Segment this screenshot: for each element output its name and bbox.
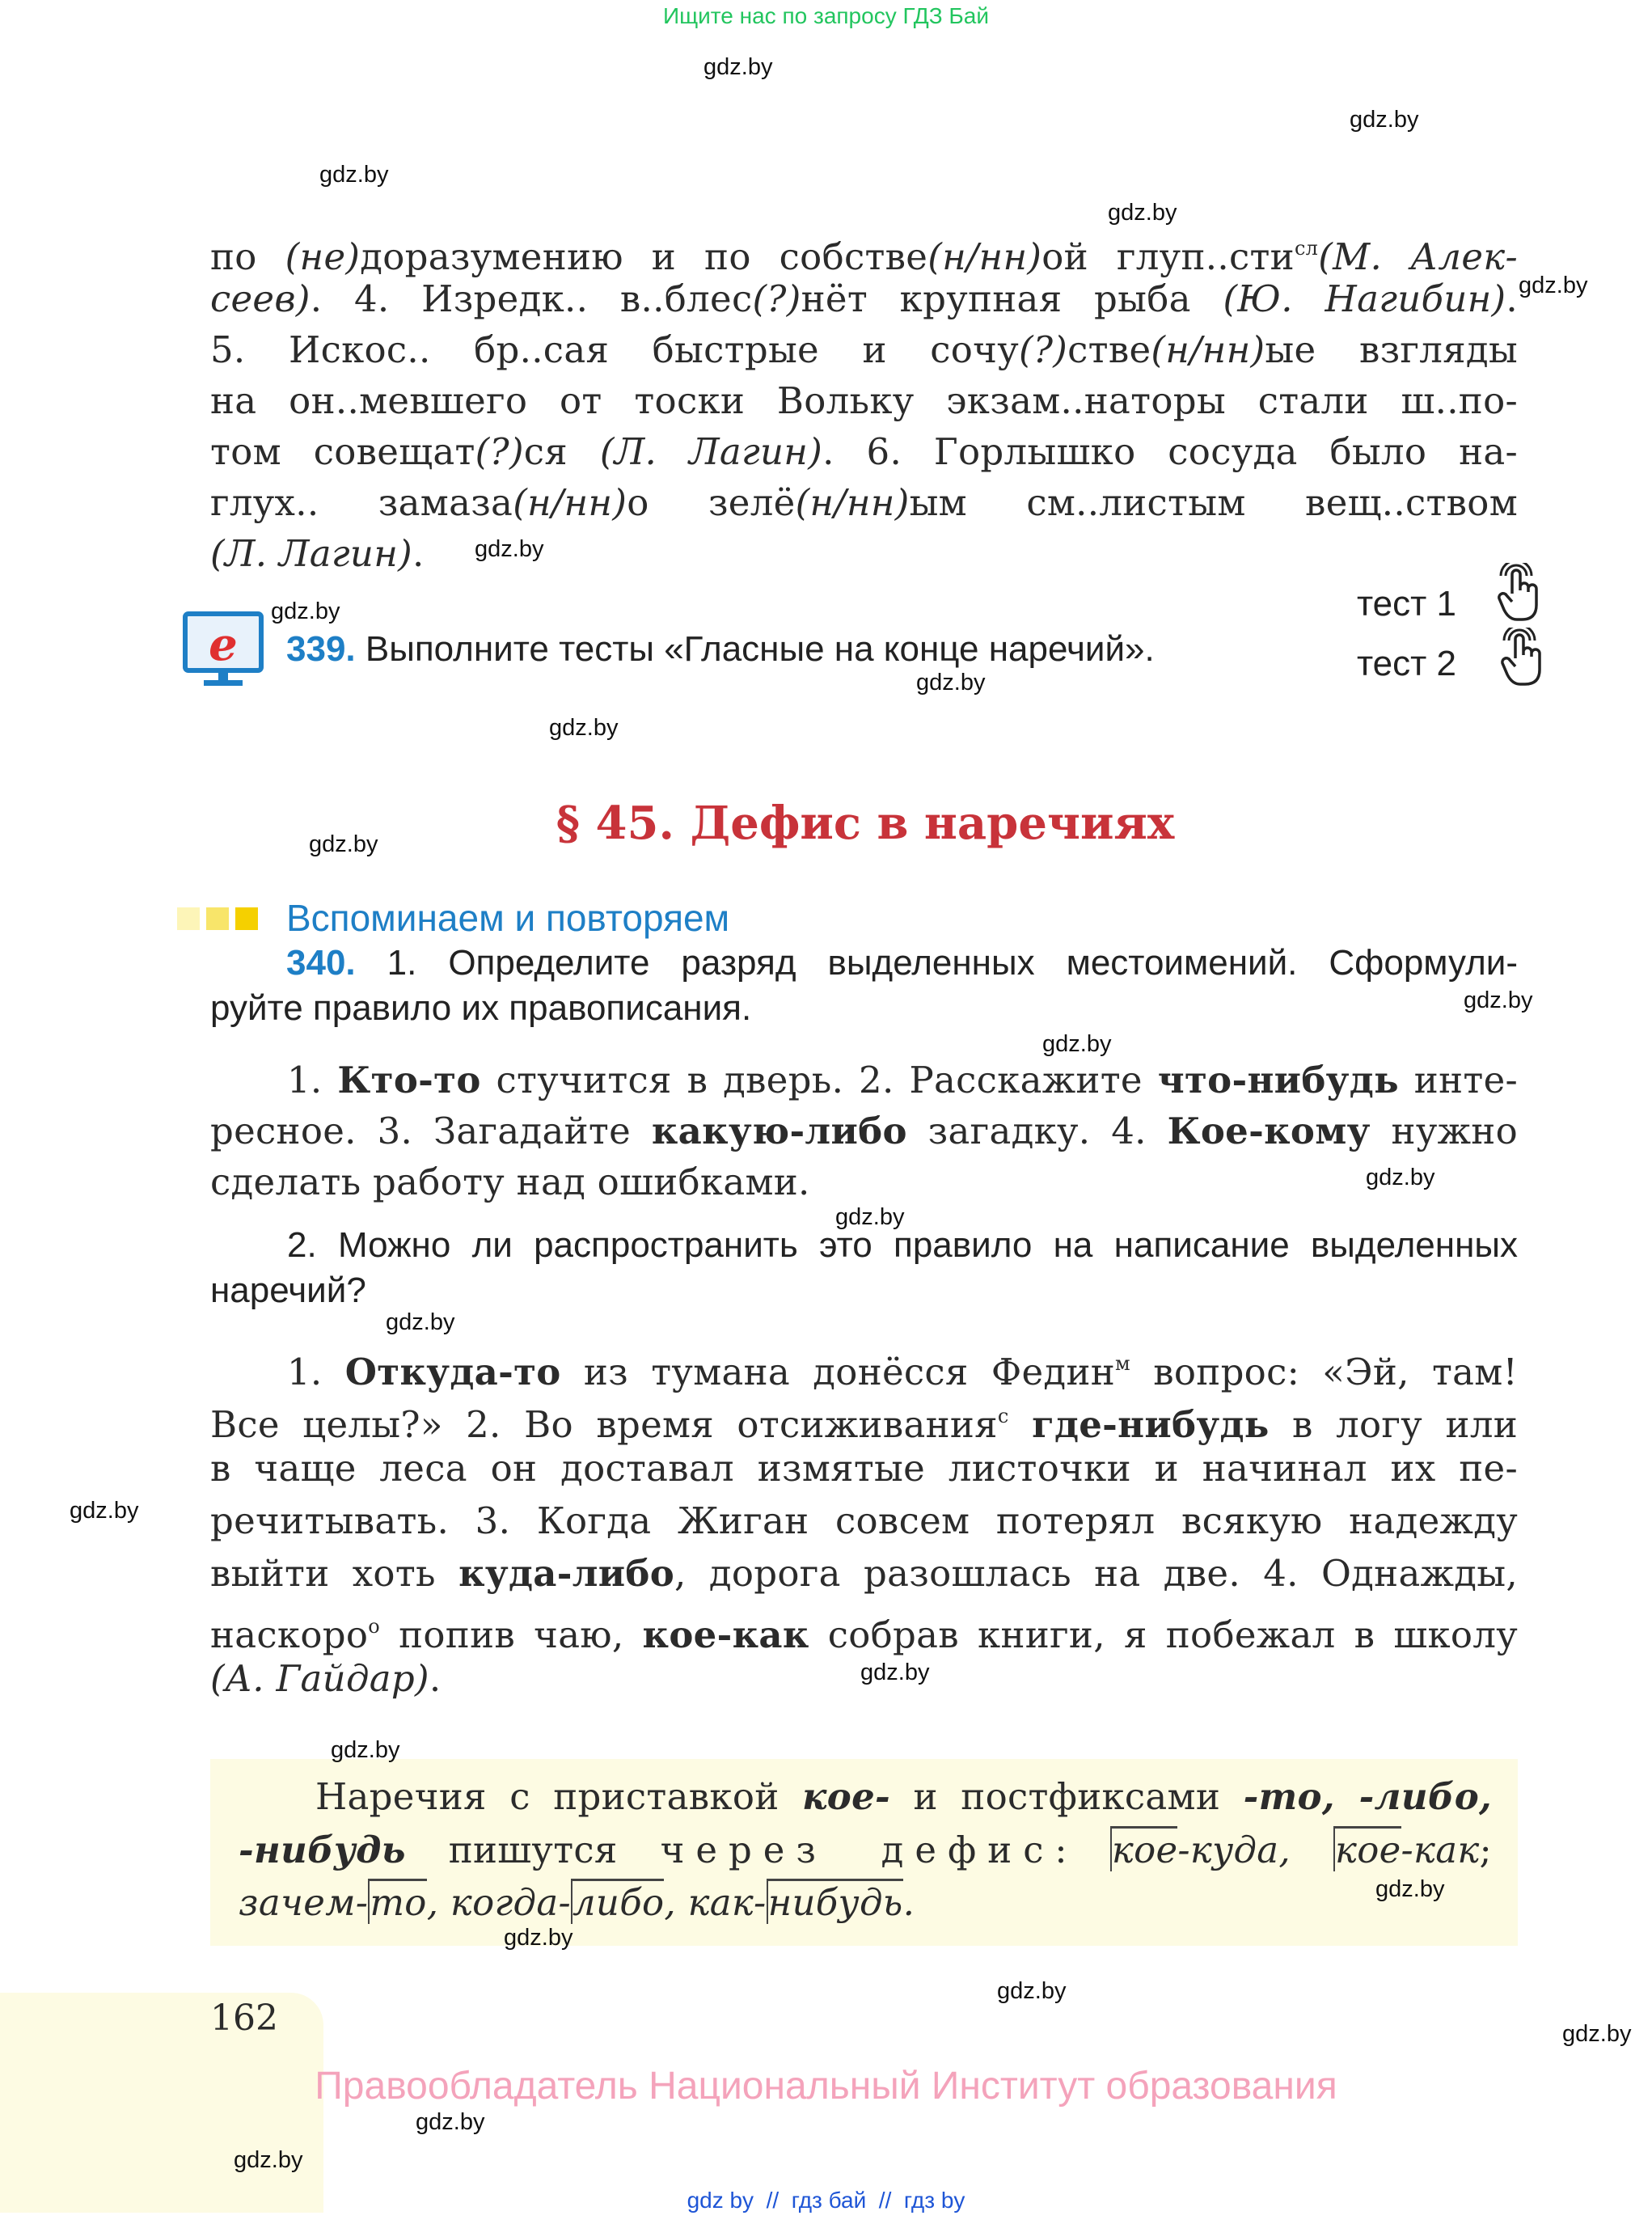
task-text: руйте правило их правописания. (210, 988, 752, 1028)
text-segment: выйти хоть (210, 1552, 459, 1595)
exercise-340-task1 (286, 943, 1518, 983)
text-segment: . (902, 1881, 915, 1924)
text-segment: , как- (664, 1881, 767, 1924)
text-segment: (?) (475, 430, 524, 473)
text-segment: сделать работу над ошибками. (210, 1161, 810, 1203)
text-line (210, 275, 1518, 323)
text-segment: пишутся (405, 1829, 661, 1871)
watermark: gdz.by (1366, 1165, 1435, 1190)
text-segment: (н/нн) (927, 235, 1042, 278)
text-line (210, 428, 1518, 476)
text-segment: на он..мевшего от тоски Вольку экзам..наторы стали ш..по- (210, 379, 1518, 422)
svg-text:e: e (209, 618, 238, 671)
text-segment: . 6. Горлышко сосуда было на- (822, 430, 1518, 473)
text-line (239, 1826, 1492, 1875)
text-line (210, 1497, 1518, 1545)
text-segment: (?) (752, 277, 801, 320)
text-segment: нибудь (767, 1879, 903, 1924)
text-segment: . (1506, 277, 1519, 320)
text-line (210, 1107, 1518, 1156)
text-segment: из тумана донёсся Федин (560, 1351, 1116, 1393)
text-segment: доразумению и по собстве (360, 235, 928, 278)
exercise-number: 340. (286, 943, 356, 983)
top-banner[interactable]: Ищите нас по запросу ГДЗ Бай (662, 3, 990, 28)
watermark: gdz.by (1519, 273, 1588, 298)
text-segment: -куда, (1177, 1829, 1334, 1871)
copyright: Правообладатель Национальный Институт образования (315, 2065, 1337, 2108)
text-segment: : (1054, 1829, 1110, 1871)
watermark: gdz.by (1042, 1031, 1112, 1057)
text-segment: о зелё (627, 481, 796, 524)
text-segment (1009, 1403, 1032, 1446)
watermark: gdz.by (835, 1204, 905, 1230)
highlighted-word: где-нибудь (1032, 1403, 1270, 1446)
highlighted-word: Откуда-то (344, 1351, 561, 1393)
text-segment: Все целы?» 2. Во время отсиживания (210, 1403, 998, 1446)
text-segment: том совещат (210, 430, 475, 473)
watermark: gdz.by (703, 54, 773, 80)
section-title: § 45. Дефис в наречиях (556, 797, 1175, 850)
text-segment: в логу или (1269, 1403, 1518, 1446)
highlighted-word: кое-как (642, 1613, 809, 1656)
text-line (210, 1158, 1518, 1207)
text-segment: (М. Алек- (1318, 235, 1518, 278)
text-segment: по (210, 235, 285, 278)
text-segment: и постфиксами (890, 1775, 1244, 1818)
text-segment: стучится в дверь. 2. Расскажите (480, 1059, 1158, 1101)
text-segment: нужно (1370, 1110, 1518, 1152)
text-segment: (А. Гайдар) (210, 1657, 429, 1700)
watermark: gdz.by (504, 1925, 573, 1951)
text-line (210, 326, 1518, 374)
text-segment: ; (1479, 1829, 1492, 1871)
text-segment: загадку. 4. (906, 1110, 1168, 1152)
text-segment: ся (523, 430, 600, 473)
text-segment: 1. (287, 1351, 345, 1393)
text-segment: (н/нн) (1151, 328, 1265, 371)
text-segment: (не) (285, 235, 361, 278)
text-segment: нёт крупная рыба (801, 277, 1223, 320)
text-segment: зачем- (239, 1881, 369, 1924)
text-segment: сеев) (210, 277, 311, 320)
text-segment: , дорога разошлась на две. 4. Однажды, (674, 1552, 1519, 1595)
text-segment: ресное. 3. Загадайте (210, 1110, 652, 1152)
test-2-link[interactable] (1357, 644, 1456, 684)
text-segment: то (368, 1879, 426, 1924)
text-segment: кое (1110, 1826, 1178, 1871)
watermark: gdz.by (319, 162, 389, 188)
text-segment: через дефис (660, 1829, 1055, 1871)
text-line (210, 479, 1518, 527)
text-line (210, 1392, 1518, 1449)
text-segment: ым см..листым вещ..ством (909, 481, 1518, 524)
hand-pointer-icon[interactable] (1494, 563, 1544, 628)
task-text: 2. Можно ли распространить это правило на написание выделенных (287, 1225, 1518, 1265)
test-2-label[interactable]: тест 2 (1357, 644, 1456, 683)
watermark: gdz.by (916, 670, 986, 696)
exercise-text: Выполните тесты «Гласные на конце наречий». (365, 629, 1155, 669)
watermark: gdz.by (1464, 987, 1533, 1013)
highlighted-word: Кое-кому (1167, 1110, 1371, 1152)
text-segment: собрав книги, я побежал в школу (809, 1613, 1518, 1656)
highlighted-word: Кто-то (337, 1059, 481, 1101)
text-segment: м (1115, 1352, 1130, 1375)
watermark: gdz.by (416, 2109, 485, 2135)
text-segment: -нибудь (239, 1829, 406, 1871)
highlighted-word: что-нибудь (1157, 1059, 1399, 1101)
watermark: gdz.by (331, 1737, 400, 1763)
watermark: gdz.by (1108, 200, 1177, 226)
text-segment: (н/нн) (513, 481, 627, 524)
text-segment: (Л. Лагин) (210, 532, 413, 575)
yellow-squares-icon (177, 907, 258, 933)
text-segment: . (412, 532, 425, 575)
text-segment: (Ю. Нагибин) (1223, 277, 1506, 320)
text-segment: речитывать. 3. Когда Жиган совсем потерял всякую надежду (210, 1499, 1518, 1542)
text-segment: . (429, 1657, 442, 1700)
task-text: наречий? (210, 1271, 366, 1310)
text-line (210, 1339, 1518, 1397)
watermark: gdz.by (234, 2147, 303, 2173)
text-segment: о (368, 1615, 380, 1638)
text-line (210, 530, 1518, 578)
text-segment: . 4. Изредк.. в..блес (310, 277, 753, 320)
text-segment: (?) (1019, 328, 1068, 371)
text-segment: в чаще леса он доставал измятые листочки и начинал их пе- (210, 1447, 1518, 1490)
test-1-link[interactable] (1357, 584, 1456, 624)
text-segment: попив чаю, (380, 1613, 643, 1656)
watermark: gdz.by (549, 715, 619, 741)
text-segment: (н/нн) (795, 481, 910, 524)
watermark: gdz.by (1350, 107, 1419, 133)
watermark: gdz.by (860, 1660, 930, 1685)
watermark: gdz.by (997, 1978, 1067, 2004)
highlighted-word: куда-либо (458, 1552, 675, 1595)
text-segment: стве (1067, 328, 1151, 371)
task-text: 1. Определите разряд выделенных местоимений. Сформули- (387, 943, 1518, 983)
watermark: gdz.by (1375, 1876, 1445, 1902)
text-line (210, 377, 1518, 425)
watermark: gdz.by (70, 1498, 139, 1524)
recall-title: Вспоминаем и повторяем (286, 897, 730, 939)
watermark: gdz.by (1562, 2021, 1632, 2047)
text-segment: , когда- (426, 1881, 571, 1924)
text-segment: глух.. замаза (210, 481, 513, 524)
text-segment: 1. (287, 1059, 338, 1101)
text-segment: ой глуп..сти (1041, 235, 1295, 278)
text-segment: (Л. Лагин) (599, 430, 823, 473)
text-segment: Наречия с приставкой (315, 1775, 803, 1818)
text-line (239, 1879, 1492, 1927)
text-segment: кое (1333, 1826, 1401, 1871)
text-line (210, 1550, 1518, 1598)
highlighted-word: какую-либо (651, 1110, 907, 1152)
text-segment: либо (571, 1879, 664, 1924)
text-segment: -то, -либо, (1243, 1775, 1492, 1818)
text-segment: -как (1401, 1829, 1480, 1871)
exercise-339 (286, 629, 1155, 670)
text-segment: сл (1294, 237, 1319, 260)
text-line (210, 1602, 1518, 1660)
text-line (210, 224, 1518, 281)
text-line (210, 1056, 1518, 1105)
watermark: gdz.by (271, 598, 340, 624)
text-segment: кое- (802, 1775, 890, 1818)
test-1-label[interactable]: тест 1 (1357, 584, 1456, 624)
text-line (239, 1773, 1492, 1821)
text-line (210, 1444, 1518, 1493)
footer-links[interactable]: gdz by // гдз бай // гдз by (687, 2188, 965, 2213)
text-segment: 5. Искос.. бр..сая быстрые и сочу (210, 328, 1019, 371)
text-segment: наскоро (210, 1613, 369, 1656)
watermark: gdz.by (309, 831, 378, 857)
exercise-number: 339. (286, 629, 356, 669)
text-segment: вопрос: «Эй, там! (1130, 1351, 1518, 1393)
hand-pointer-icon[interactable] (1498, 628, 1548, 692)
text-segment: ые взгляды (1265, 328, 1519, 371)
watermark: gdz.by (475, 536, 544, 562)
e-monitor-icon[interactable] (183, 611, 264, 692)
text-segment: с (997, 1405, 1009, 1427)
page-number: 162 (210, 1998, 278, 2039)
text-segment: инте- (1398, 1059, 1519, 1101)
watermark: gdz.by (386, 1309, 455, 1335)
